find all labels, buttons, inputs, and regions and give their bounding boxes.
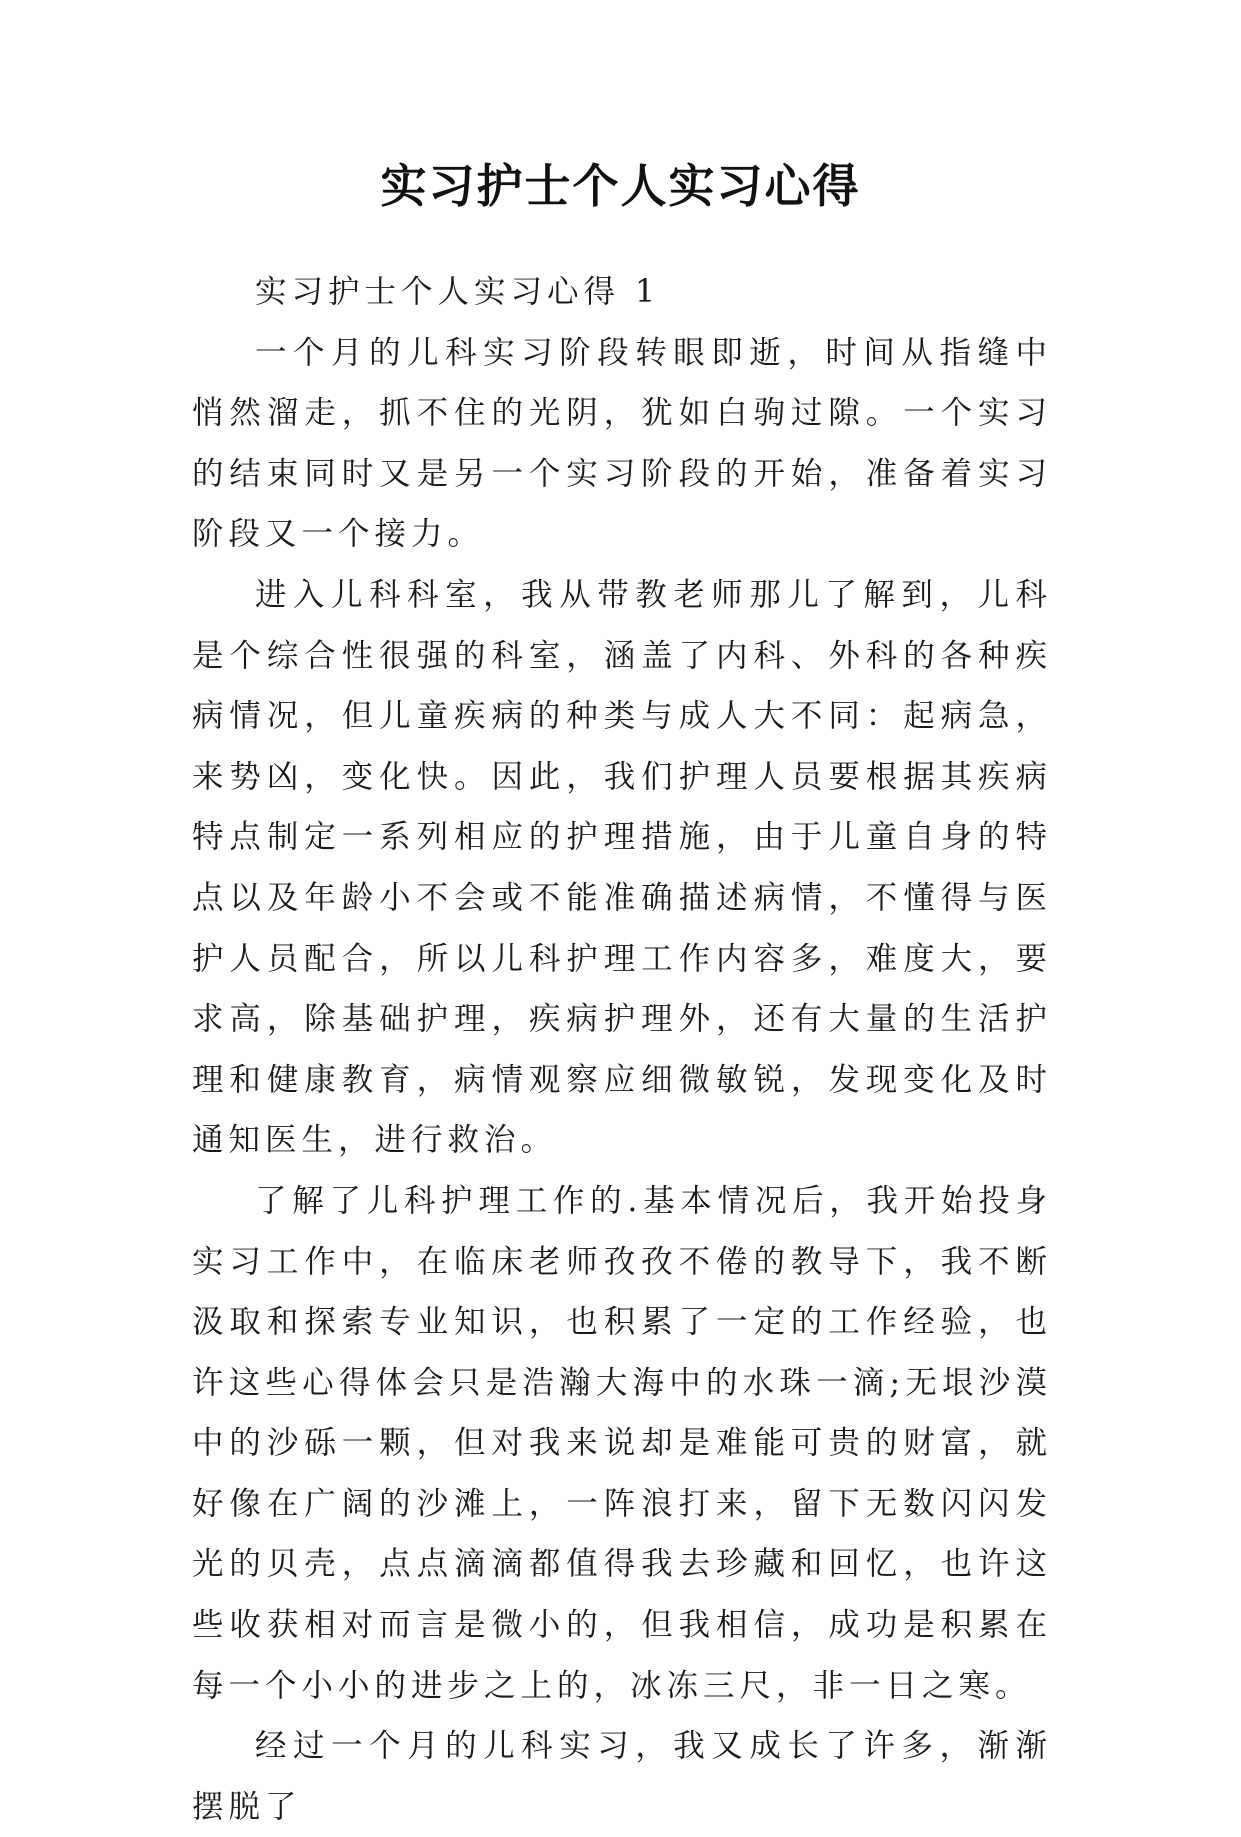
paragraph: 进入儿科科室，我从带教老师那儿了解到，儿科是个综合性很强的科室，涵盖了内科、外科的各种疾病情况，但儿童疾病的种类与成人大不同：起病急，来势凶，变化快。因此，我们护理人员要根据其疾病特点制定一系列相应的护理措施，由于儿童自身的特点以及年龄小不会或不能准确描述病情，不懂得与医护人员配合，所以儿科护理工作内容多，难度大，要求高，除基础护理，疾病护理外，还有大量的生活护理和健康教育，病情观察应细微敏锐，发现变化及时通知医生，进行救治。 bbox=[192, 576, 1052, 1159]
section-heading: 实习护士个人实习心得 1 bbox=[255, 274, 661, 310]
document-title: 实习护士个人实习心得 bbox=[380, 159, 861, 213]
paragraph: 一个月的儿科实习阶段转眼即逝，时间从指缝中悄然溜走，抓不住的光阴，犹如白驹过隙。一个实习的结束同时又是另一个实习阶段的开始，准备着实习阶段又一个接力。 bbox=[192, 334, 1052, 553]
paragraph: 经过一个月的儿科实习，我又成长了许多，渐渐摆脱了 bbox=[192, 1728, 1052, 1825]
document-body bbox=[192, 262, 1052, 1837]
paragraph: 了解了儿科护理工作的.基本情况后，我开始投身实习工作中，在临床老师孜孜不倦的教导下，我不断汲取和探索专业知识，也积累了一定的工作经验，也许这些心得体会只是浩瀚大海中的水珠一滴;无垠沙漠中的沙砾一颗，但对我来说却是难能可贵的财富，就好像在广阔的沙滩上，一阵浪打来，留下无数闪闪发光的贝壳，点点滴滴都值得我去珍藏和回忆，也许这些收获相对而言是微小的，但我相信，成功是积累在每一个小小的进步之上的，冰冻三尺，非一日之寒。 bbox=[192, 1182, 1052, 1704]
